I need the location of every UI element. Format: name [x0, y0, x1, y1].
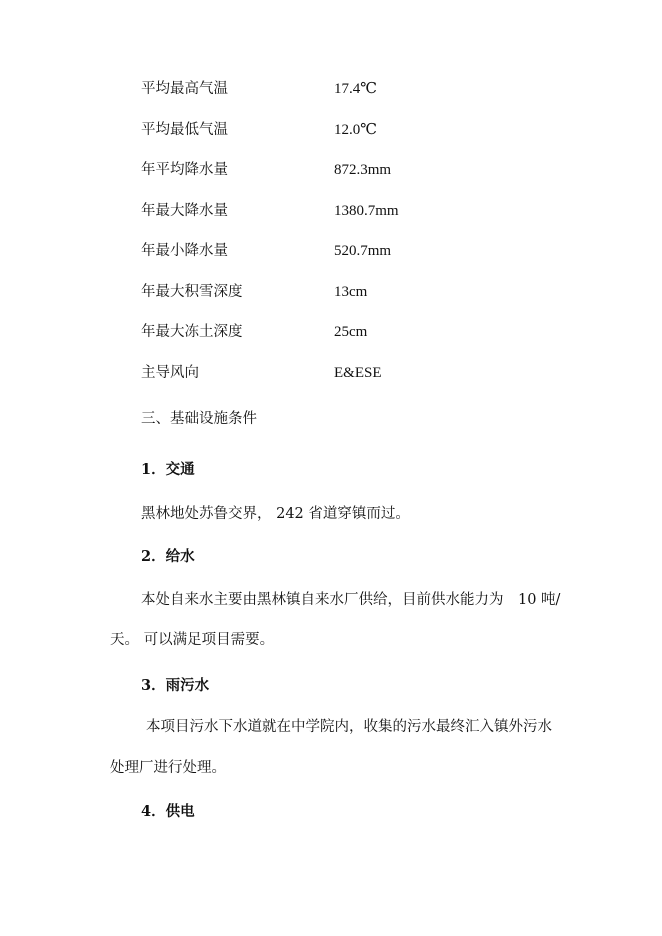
climate-label: 年最大积雪深度	[141, 284, 243, 300]
item-heading: 2．给水	[141, 548, 195, 565]
climate-label: 年最大冻土深度	[141, 324, 243, 340]
climate-value: 25cm	[334, 324, 368, 340]
climate-label: 年最大降水量	[141, 203, 228, 219]
climate-label: 年最小降水量	[141, 243, 228, 259]
climate-value: 12.0℃	[334, 122, 378, 138]
paragraph-line: 天。 可以满足项目需要。	[110, 632, 275, 648]
climate-label: 平均最高气温	[141, 81, 228, 97]
climate-value: 520.7mm	[334, 243, 392, 259]
climate-value: 872.3mm	[334, 162, 392, 178]
section-title: 三、基础设施条件	[141, 411, 257, 427]
climate-label: 主导风向	[141, 365, 199, 381]
climate-value: 1380.7mm	[334, 203, 399, 219]
paragraph-line: 本处自来水主要由黑林镇自来水厂供给，目前供水能力为 10 吨/	[141, 592, 561, 608]
item-heading: 3．雨污水	[141, 677, 210, 694]
paragraph-line: 黑林地处苏鲁交界， 242 省道穿镇而过。	[141, 506, 410, 522]
item-heading: 1．交通	[141, 461, 195, 478]
climate-label: 年平均降水量	[141, 162, 228, 178]
paragraph-line: 本项目污水下水道就在中学院内，收集的污水最终汇入镇外污水	[146, 719, 552, 735]
climate-label: 平均最低气温	[141, 122, 228, 138]
item-heading: 4．供电	[141, 803, 195, 820]
climate-value: 13cm	[334, 284, 368, 300]
climate-value: 17.4℃	[334, 81, 378, 97]
climate-value: E&ESE	[334, 365, 382, 381]
paragraph-line: 处理厂进行处理。	[110, 760, 226, 776]
